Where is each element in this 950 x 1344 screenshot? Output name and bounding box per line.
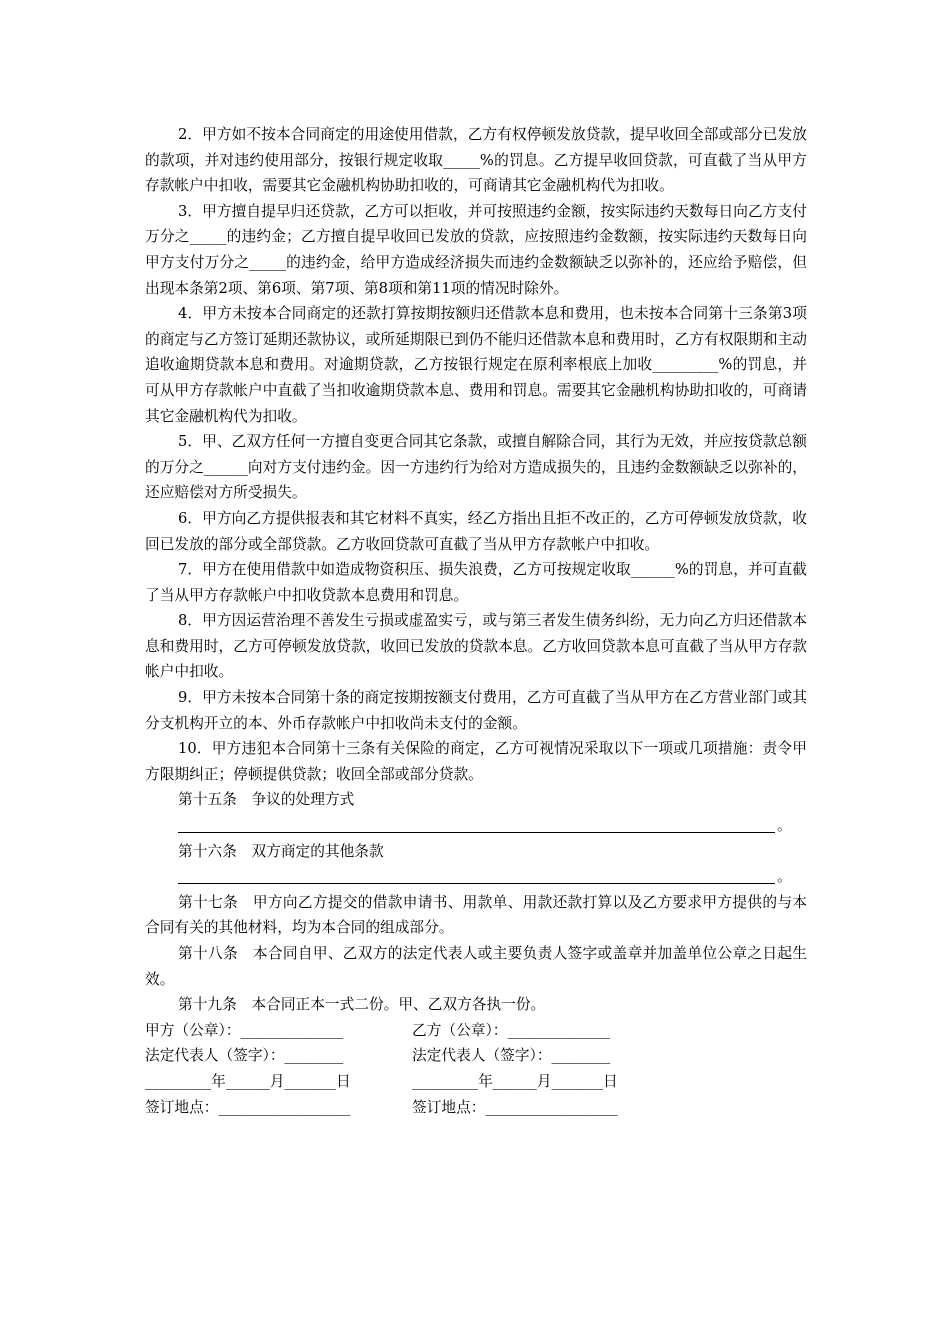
article-16-fill-line [178, 864, 807, 890]
clause-6: 6．甲方向乙方提供报表和其它材料不真实，经乙方指出且拒不改正的，乙方可停顿发放贷款，收回已发放的部分或全部贷款。乙方收回贷款可直截了当从甲方存款帐户中扣收。 [145, 509, 807, 553]
clause-4: 4．甲方未按本合同商定的还款打算按期按额归还借款本息和费用，也未按本合同第十三条第3项的商定与乙方签订延期还款协议，或所延期限已到仍不能归还借款本息和费用时，乙方有权限期和主动追收逾期贷款本息和费用。对逾期贷款，乙方按银行规定在原利率根底上加收_________%的罚息，并可从甲方存款帐户中直截了当扣收逾期贷款本息、费用和罚息。需要其它金融机构协助扣收的，可商请其它金融机构代为扣收。 [145, 305, 807, 425]
signature-row-date [145, 1069, 807, 1095]
article-19: 第十九条 本合同正本一式二份。甲、乙双方各执一份。 [178, 996, 546, 1014]
party-b-date: _________年______月_______日 [412, 1072, 618, 1090]
clause-3: 3．甲方擅自提早归还贷款，乙方可以拒收，并可按照违约金额，按实际违约天数每日向乙方支付万分之_____的违约金；乙方擅自提早收回已发放的贷款，应按照违约金数额，按实际违约天数每日向甲方支付万分之_____的违约金，给甲方造成经济损失而违约金数额缺乏以弥补的，还应给予赔偿，但出现本条第2项、第6项、第7项、第8项和第11项的情况时除外。 [145, 202, 807, 297]
clause-10: 10．甲方违犯本合同第十三条有关保险的商定，乙方可视情况采取以下一项或几项措施：责令甲方限期纠正；停顿提供贷款；收回全部或部分贷款。 [145, 740, 807, 783]
party-a-place: 签订地点：__________________ [145, 1098, 351, 1116]
party-b-place: 签订地点：__________________ [412, 1098, 618, 1116]
signature-row-place [145, 1095, 807, 1121]
party-a-date: _________年______月_______日 [145, 1072, 351, 1090]
party-b-seal: 乙方（公章）：______________ [412, 1021, 611, 1039]
fill-rule [178, 883, 775, 884]
contract-body [145, 122, 807, 1120]
clause-8: 8．甲方因运营治理不善发生亏损或虚盈实亏，或与第三者发生债务纠纷，无力向乙方归还借款本息和费用时，乙方可停顿发放贷款，收回已发放的贷款本息。乙方收回贷款本息可直截了当从甲方存款帐户中扣收。 [145, 612, 807, 681]
signature-row-rep [145, 1043, 807, 1069]
clause-7: 7．甲方在使用借款中如造成物资积压、损失浪费，乙方可按规定收取______%的罚息，并可直截了当从甲方存款帐户中扣收贷款本息费用和罚息。 [145, 561, 807, 604]
clause-5: 5．甲、乙双方任何一方擅自变更合同其它条款，或擅自解除合同，其行为无效，并应按贷款总额的万分之______向对方支付违约金。因一方违约行为给对方造成损失的，且违约金数额缺乏以弥补的，还应赔偿对方所受损失。 [145, 433, 807, 502]
party-b-representative: 法定代表人（签字）：________ [412, 1047, 611, 1065]
fill-line-end: 。 [777, 868, 792, 886]
signature-row-seal [145, 1018, 807, 1044]
article-15-fill-line [178, 813, 807, 839]
fill-line-end: 。 [777, 817, 792, 835]
clause-2: 2．甲方如不按本合同商定的用途使用借款，乙方有权停顿发放贷款，提早收回全部或部分已发放的款项，并对违约使用部分，按银行规定收取_____%的罚息。乙方提早收回贷款，可直截了当从甲方存款帐户中扣收，需要其它金融机构协助扣收的，可商请其它金融机构代为扣收。 [145, 126, 807, 195]
article-18: 第十八条 本合同自甲、乙双方的法定代表人或主要负责人签字或盖章并加盖单位公章之日起生效。 [145, 945, 807, 988]
fill-rule [178, 832, 775, 833]
signature-block [145, 1018, 807, 1120]
article-16-title: 第十六条 双方商定的其他条款 [178, 842, 384, 860]
clause-9: 9．甲方未按本合同第十条的商定按期按额支付费用，乙方可直截了当从甲方在乙方营业部门或其分支机构开立的本、外币存款帐户中扣收尚未支付的金额。 [145, 689, 807, 732]
article-17: 第十七条 甲方向乙方提交的借款申请书、用款单、用款还款打算以及乙方要求甲方提供的与本合同有关的其他材料，均为本合同的组成部分。 [145, 893, 807, 937]
party-a-seal: 甲方（公章）：______________ [145, 1021, 344, 1039]
party-a-representative: 法定代表人（签字）：________ [145, 1047, 344, 1065]
article-15-title: 第十五条 争议的处理方式 [178, 791, 355, 809]
